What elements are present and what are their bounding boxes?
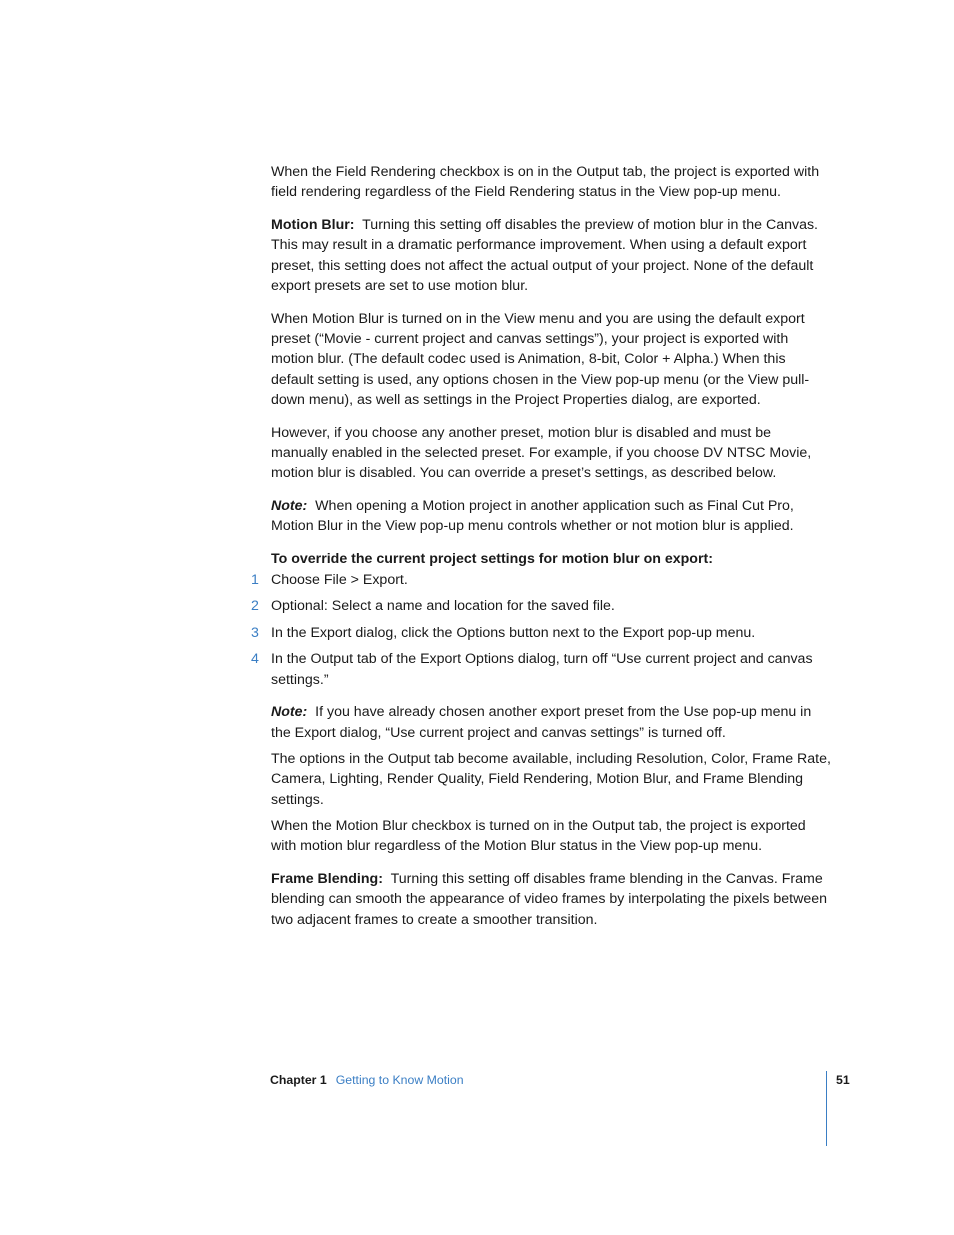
term-motion-blur: Motion Blur:	[271, 217, 355, 234]
chapter-label: Chapter 1	[270, 1073, 327, 1087]
step-item	[251, 623, 831, 643]
note-text: When opening a Motion project in another application such as Final Cut Pro, Motion Blur in the View pop-up menu controls whether or not motion blur is applied.	[271, 498, 794, 535]
paragraph-motion-blur-default: When Motion Blur is turned on in the View menu and you are using the default export preset (“Movie - current project and canvas settings”), your project is exported with motion blur. (The default codec used is Animation, 8-bit, Color + Alpha.) When this default setting is used, any options chosen in the View pop-up menu (or the View pull-down menu), as well as settings in the Project Properties dialog, are exported.	[271, 310, 810, 408]
paragraph-motion-blur-checkbox: When the Motion Blur checkbox is turned on in the Output tab, the project is exported with motion blur regardless of the Motion Blur status in the View pop-up menu.	[271, 817, 806, 855]
paragraph-motion-blur	[271, 215, 831, 296]
paragraph-motion-blur-text: Turning this setting off disables the preview of motion blur in the Canvas. This may result in a dramatic performance improvement. When using a default export preset, this setting does not affect the actual output of your project. None of the default export presets are set to use motion blur.	[271, 217, 818, 294]
note-label: Note:	[271, 498, 308, 515]
note-export-preset	[271, 702, 831, 743]
page-content	[251, 162, 831, 930]
term-frame-blending: Frame Blending:	[271, 871, 383, 887]
procedure-title: To override the current project settings for motion blur on export:	[271, 551, 713, 568]
step-text: Choose File > Export.	[271, 571, 408, 588]
step-item	[251, 570, 831, 590]
step-text: In the Output tab of the Export Options dialog, turn off “Use current project and canvas settings.”	[271, 651, 813, 688]
procedure-steps	[251, 570, 831, 690]
note-label: Note:	[271, 704, 308, 721]
paragraph-frame-blending	[271, 869, 831, 930]
step-number: 3	[251, 624, 259, 641]
paragraph-output-options: The options in the Output tab become available, including Resolution, Color, Frame Rate, Camera, Lighting, Render Quality, Field Rendering, Motion Blur, and Frame Blending settings.	[271, 751, 831, 808]
note-final-cut	[271, 496, 831, 537]
paragraph-field-rendering: When the Field Rendering checkbox is on in the Output tab, the project is exported with field rendering regardless of the Field Rendering status in the View pop-up menu.	[271, 164, 820, 201]
step-text: Optional: Select a name and location for the saved file.	[271, 598, 615, 615]
note-text: If you have already chosen another export preset from the Use pop-up menu in the Export dialog, “Use current project and canvas settings” is turned off.	[271, 704, 812, 741]
step-text: In the Export dialog, click the Options button next to the Export pop-up menu.	[271, 624, 756, 641]
step-item	[251, 596, 831, 616]
page-footer	[270, 1072, 464, 1088]
paragraph-frame-blending-text: Turning this setting off disables frame blending in the Canvas. Frame blending can smooth the appearance of video frames by interpolating the pixels between two adjacent frames to create a smoother transition.	[271, 871, 828, 928]
paragraph-other-preset: However, if you choose any another preset, motion blur is disabled and must be manually enabled in the selected preset. For example, if you choose DV NTSC Movie, motion blur is disabled. You can override a preset’s settings, as described below.	[271, 424, 812, 482]
chapter-title: Getting to Know Motion	[335, 1073, 464, 1087]
step-number: 1	[251, 571, 259, 588]
step-item	[251, 649, 831, 690]
step-number: 4	[251, 651, 259, 668]
page-number: 51	[836, 1073, 850, 1087]
step-number: 2	[251, 598, 259, 615]
footer-divider	[826, 1071, 827, 1146]
